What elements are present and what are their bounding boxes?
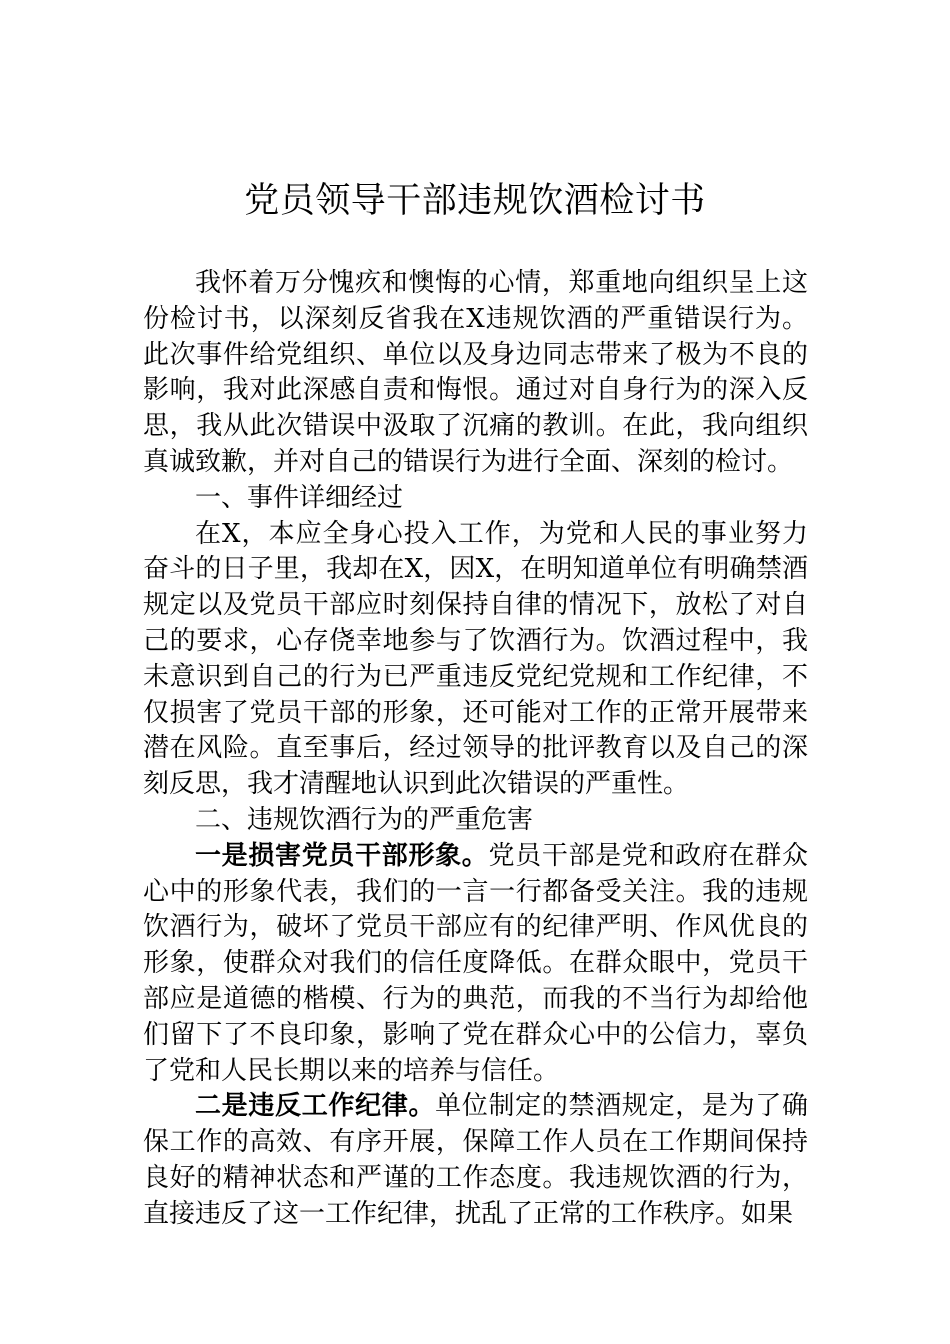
document-title: 党员领导干部违规饮酒检讨书 [244, 181, 706, 221]
section-heading-1: 一、事件详细经过 [195, 482, 404, 513]
point-2-text: 单位制定的禁酒规定，是为了确保工作的高效、有序开展，保障工作人员在工作期间保持良好的精神状态和严谨的工作态度。我违规饮酒的行为，直接违反了这一工作纪律，扰乱了正常的工作秩序。如果 [143, 1091, 808, 1229]
section-heading-2: 二、违规饮酒行为的严重危害 [195, 804, 534, 835]
intro-paragraph: 我怀着万分愧疚和懊悔的心情，郑重地向组织呈上这份检讨书，以深刻反省我在X违规饮酒的严重错误行为。此次事件给党组织、单位以及身边同志带来了极为不良的影响，我对此深感自责和悔恨。通过对自身行为的深入反思，我从此次错误中汲取了沉痛的教训。在此，我向组织真诚致歉，并对自己的错误行为进行全面、深刻的检讨。 [143, 268, 808, 477]
point-1-lead: 一是损害党员干部形象。 [195, 840, 489, 871]
point-2-lead: 二是违反工作纪律。 [195, 1091, 436, 1122]
point-2-paragraph [143, 1089, 808, 1232]
document-body [143, 266, 808, 1233]
point-1-paragraph [143, 839, 808, 1090]
point-1-text: 党员干部是党和政府在群众心中的形象代表，我们的一言一行都备受关注。我的违规饮酒行为，破坏了党员干部应有的纪律严明、作风优良的形象，使群众对我们的信任度降低。在群众眼中，党员干部应是道德的楷模、行为的典范，而我的不当行为却给他们留下了不良印象，影响了党在群众心中的公信力，辜负了党和人民长期以来的培养与信任。 [143, 840, 808, 1086]
section-1-paragraph: 在X，本应全身心投入工作，为党和人民的事业努力奋斗的日子里，我却在X，因X，在明知道单位有明确禁酒规定以及党员干部应时刻保持自律的情况下，放松了对自己的要求，心存侥幸地参与了饮酒行为。饮酒过程中，我未意识到自己的行为已严重违反党纪党规和工作纪律，不仅损害了党员干部的形象，还可能对工作的正常开展带来潜在风险。直至事后，经过领导的批评教育以及自己的深刻反思，我才清醒地认识到此次错误的严重性。 [143, 518, 808, 800]
